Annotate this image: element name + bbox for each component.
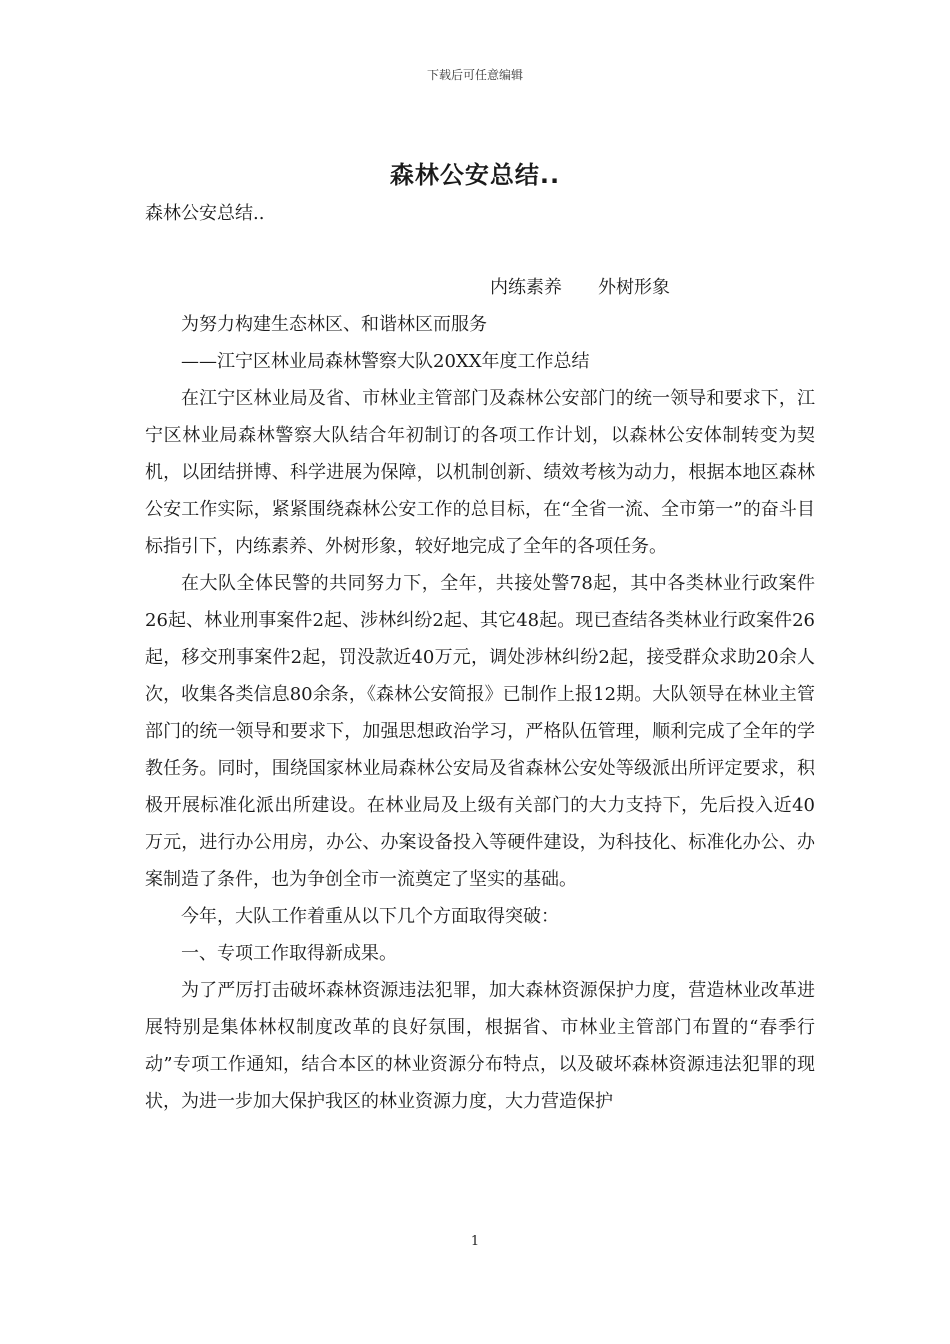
subtitle-line: 森林公安总结..: [145, 203, 265, 224]
page-number: 1: [470, 1234, 480, 1249]
heading-1: 为努力构建生态林区、和谐林区而服务: [181, 314, 487, 335]
paragraph-2: 在大队全体民警的共同努力下，全年，共接处警78起，其中各类林业行政案件26起、林业刑事案件2起、涉林纠纷2起、其它48起。现已查结各类林业行政案件26起，移交刑事案件2起，罚没款近40万元，调处涉林纠纷2起，接受群众求助20余人次，收集各类信息80余条，《森林公安简报》已制作上报12期。大队领导在林业主管部门的统一领导和要求下，加强思想政治学习，严格队伍管理，顺利完成了全年的学教任务。同时，围绕国家林业局森林公安局及省森林公安处等级派出所评定要求，积极开展标准化派出所建设。在林业局及上级有关部门的大力支持下，先后投入近40万元，进行办公用房，办公、办案设备投入等硬件建设，为科技化、标准化办公、办案制造了条件，也为争创全市一流奠定了坚实的基础。: [145, 573, 815, 890]
paragraph-4: 为了严厉打击破坏森林资源违法犯罪，加大森林资源保护力度，营造林业改革进展特别是集体林权制度改革的良好氛围，根据省、市林业主管部门布置的“春季行动”专项工作通知，结合本区的林业资源分布特点，以及破坏森林资源违法犯罪的现状，为进一步加大保护我区的林业资源力度，大力营造保护: [145, 980, 815, 1112]
document-body: [145, 195, 815, 1120]
paragraph-3: 今年，大队工作着重从以下几个方面取得突破：: [181, 906, 559, 927]
blank-line: [145, 232, 815, 269]
heading-2: ——江宁区林业局森林警察大队20XX年度工作总结: [181, 351, 590, 372]
section-heading-1: 一、专项工作取得新成果。: [181, 943, 397, 964]
motto: 内练素养 外树形象: [490, 277, 670, 298]
paragraph-1: 在江宁区林业局及省、市林业主管部门及森林公安部门的统一领导和要求下，江宁区林业局森林警察大队结合年初制订的各项工作计划，以森林公安体制转变为契机，以团结拼博、科学进展为保障，以机制创新、绩效考核为动力，根据本地区森林公安工作实际，紧紧围绕森林公安工作的总目标，在“全省一流、全市第一”的奋斗目标指引下，内练素养、外树形象，较好地完成了全年的各项任务。: [145, 388, 815, 557]
document-title: 森林公安总结..: [389, 161, 561, 189]
page-header: 下载后可任意编辑: [426, 68, 523, 82]
